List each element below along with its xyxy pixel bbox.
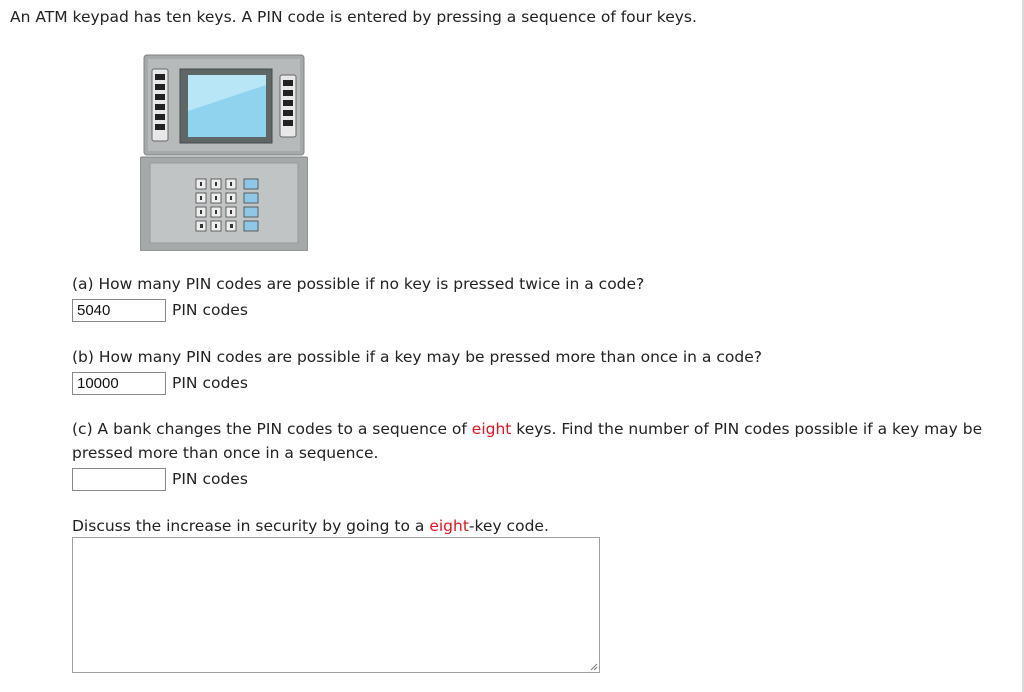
- resize-grip-icon[interactable]: [590, 663, 598, 671]
- answer-row-b: [72, 371, 1012, 395]
- answer-c-input[interactable]: [72, 468, 166, 491]
- question-c-text-end: keys. Find the number of PIN codes possible if a key may be pressed more than once in a sequence.: [72, 420, 983, 462]
- atm-keypad-image: [140, 51, 308, 251]
- discuss-response-textarea[interactable]: [72, 537, 600, 673]
- discuss-text-start: Discuss the increase in security by going to a: [72, 517, 430, 535]
- question-c-highlight: eight: [471, 420, 512, 438]
- question-a: [72, 272, 1012, 322]
- discuss-text: [72, 514, 1012, 538]
- question-c-text: [72, 417, 1012, 465]
- answer-row-a: [72, 298, 1012, 322]
- answer-row-c: [72, 467, 1012, 491]
- answer-b-unit: PIN codes: [172, 374, 248, 392]
- intro-text: An ATM keypad has ten keys. A PIN code is entered by pressing a sequence of four keys.: [10, 8, 697, 26]
- answer-a-input[interactable]: [72, 299, 166, 322]
- question-c-text-start: (c) A bank changes the PIN codes to a sequence of: [72, 420, 472, 438]
- answer-a-unit: PIN codes: [172, 301, 248, 319]
- question-a-text: (a) How many PIN codes are possible if no key is pressed twice in a code?: [72, 275, 645, 293]
- discuss-text-end: -key code.: [468, 517, 549, 535]
- discuss-prompt: [72, 514, 1012, 538]
- question-b-text: (b) How many PIN codes are possible if a key may be pressed more than once in a code?: [72, 348, 762, 366]
- question-b: [72, 345, 1012, 395]
- question-c: [72, 417, 1012, 491]
- discuss-highlight: eight: [429, 517, 469, 535]
- answer-c-unit: PIN codes: [172, 470, 248, 488]
- answer-b-input[interactable]: [72, 372, 166, 395]
